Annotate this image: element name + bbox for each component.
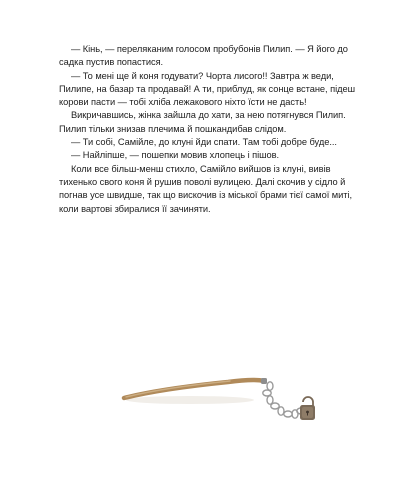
paragraph: — Найліпше, — пошепки мовив хлопець і пішов. (71, 150, 280, 161)
stick-with-chain-and-padlock-icon (118, 370, 328, 440)
story-text (59, 43, 361, 216)
paragraph: Викричавшись, жінка зайшла до хати, за нею потягнувся Пилип. Пилип тільки знизав плечима й пошкандибав слідом. (59, 110, 346, 134)
paragraph: — Ти собі, Самійле, до клуні йди спати. Там тобі добре буде... (71, 137, 337, 148)
paragraph: — То мені ще й коня годувати? Чорта лисого!! Завтра ж веди, Пилипе, на базар та продавай! А ти, приблуд, як сонце встане, підеш корови пасти — тобі хліба лежакового ніхто їсти не дасть! (59, 70, 356, 108)
paragraph: — Кінь, — переляканим голосом пробубонів Пилип. — Я його до садка пустив попастися. (59, 44, 348, 68)
paragraph: Коли все більш-менш стихло, Самійло вийшов із клуні, вивів тихенько свого коня й рушив поволі вулицею. Далі скочив у сідло й погнав усе швидше, так що вискочив із міської брами тієї самої миті, коли вартові збиралися її зачиняти. (59, 163, 353, 214)
